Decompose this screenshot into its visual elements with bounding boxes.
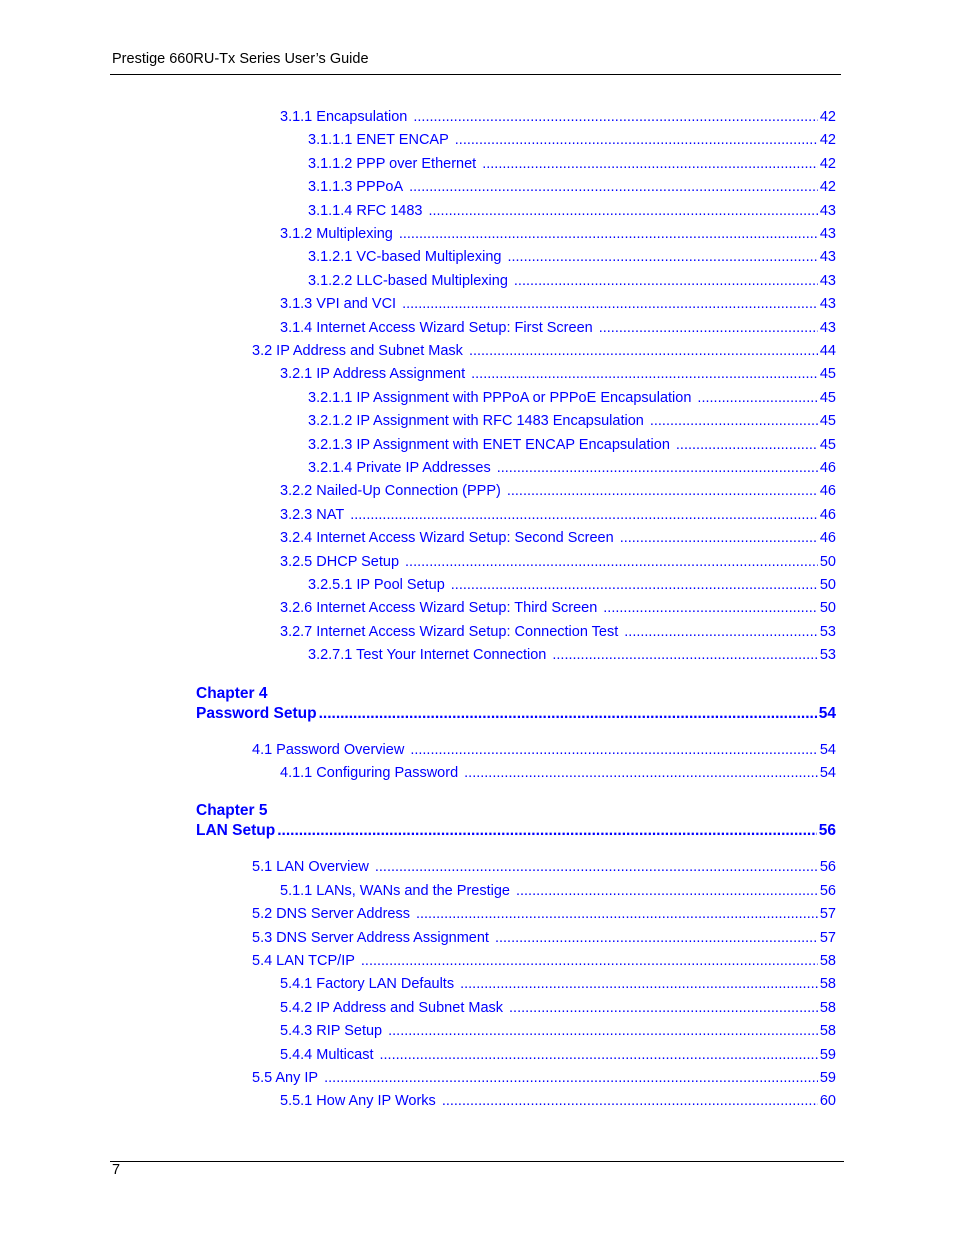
toc-dot-leader [650, 410, 818, 432]
toc-entry-title: 5.4.2 IP Address and Subnet Mask [280, 999, 504, 1016]
toc-page-number: 45 [819, 389, 836, 406]
toc-entry-title: 3.2.1.1 IP Assignment with PPPoA or PPPoE Encapsulation [308, 389, 692, 406]
toc-page-number: 57 [819, 929, 836, 946]
toc-entry[interactable] [308, 387, 836, 409]
toc-dot-leader [603, 597, 818, 619]
toc-entry[interactable] [308, 200, 836, 222]
toc-entry[interactable] [280, 621, 836, 643]
toc-page-number: 57 [819, 906, 836, 923]
toc-chapter-entry[interactable] [196, 820, 836, 842]
toc-entry[interactable] [280, 1044, 836, 1066]
toc-dot-leader [507, 246, 817, 268]
toc-page-number: 54 [819, 741, 836, 758]
toc-dot-leader [405, 551, 818, 573]
chapter-label[interactable]: Chapter 4 [196, 684, 268, 702]
toc-dot-leader [402, 293, 818, 315]
toc-page-number: 42 [819, 155, 836, 172]
toc-entry-title: 5.1.1 LANs, WANs and the Prestige [280, 882, 510, 899]
toc-entry[interactable] [308, 434, 836, 456]
toc-entry[interactable] [308, 153, 836, 175]
toc-entry[interactable] [308, 644, 836, 666]
toc-entry[interactable] [280, 1090, 836, 1112]
toc-entry[interactable] [308, 246, 836, 268]
toc-page-number: 50 [819, 577, 836, 593]
toc-dot-leader [410, 739, 818, 761]
toc-page-number: 58 [819, 976, 836, 993]
toc-entry-title: 3.1.1.1 ENET ENCAP [308, 132, 449, 149]
toc-entry-title: 3.2.1 IP Address Assignment [280, 366, 466, 383]
toc-page-number: 42 [819, 132, 836, 149]
toc-dot-leader [552, 644, 818, 666]
toc-entry[interactable] [252, 950, 836, 972]
toc-entry-title: 3.2.4 Internet Access Wizard Setup: Second Screen [280, 530, 614, 547]
toc-page-number: 43 [819, 226, 836, 242]
toc-page-number: 56 [819, 882, 836, 899]
toc-entry[interactable] [280, 973, 836, 995]
toc-page-number: 50 [819, 553, 836, 570]
toc-entry-title: 3.1.1.4 RFC 1483 [308, 202, 423, 219]
toc-page-number: 45 [819, 413, 836, 430]
toc-dot-leader [361, 950, 818, 972]
toc-dot-leader [277, 820, 817, 842]
toc-entry[interactable] [252, 856, 836, 878]
toc-dot-leader [620, 527, 818, 549]
toc-page-number: 43 [819, 296, 836, 313]
toc-entry[interactable] [308, 176, 836, 198]
toc-entry[interactable] [308, 270, 836, 292]
toc-entry-title: 5.4.4 Multicast [280, 1046, 374, 1063]
toc-entry[interactable] [280, 551, 836, 573]
toc-dot-leader [455, 129, 818, 151]
toc-entry-title: 3.2.5.1 IP Pool Setup [308, 577, 445, 593]
toc-page-number: 54 [819, 765, 836, 781]
toc-entry-title: 5.4.1 Factory LAN Defaults [280, 976, 455, 993]
toc-entry[interactable] [280, 880, 836, 902]
toc-entry[interactable] [252, 340, 836, 362]
toc-entry-title: Password Setup [196, 704, 317, 722]
toc-page-number: 50 [819, 600, 836, 617]
toc-page-number: 56 [818, 822, 836, 840]
toc-dot-leader [676, 434, 818, 456]
toc-entry[interactable] [280, 504, 836, 526]
toc-dot-leader [350, 504, 818, 526]
toc-dot-leader [324, 1067, 818, 1089]
toc-dot-leader [514, 270, 818, 292]
toc-entry[interactable] [252, 739, 836, 761]
toc-entry-title: 4.1.1 Configuring Password [280, 765, 459, 781]
toc-entry-title: 4.1 Password Overview [252, 741, 405, 758]
toc-entry[interactable] [280, 363, 836, 385]
toc-dot-leader [409, 176, 818, 198]
toc-entry[interactable] [280, 480, 836, 502]
toc-page-number: 59 [819, 1070, 836, 1086]
toc-entry-title: 3.2.7.1 Test Your Internet Connection [308, 647, 547, 664]
toc-entry-title: 3.1.1.2 PPP over Ethernet [308, 155, 477, 172]
toc-dot-leader [482, 153, 818, 175]
toc-dot-leader [413, 106, 817, 128]
toc-page-number: 53 [819, 647, 836, 664]
toc-page-number: 46 [819, 506, 836, 523]
toc-dot-leader [624, 621, 818, 643]
toc-entry[interactable] [308, 574, 836, 596]
toc-page-number: 46 [819, 460, 836, 476]
toc-page-number: 42 [819, 179, 836, 196]
toc-entry[interactable] [280, 762, 836, 784]
toc-dot-leader [428, 200, 817, 222]
toc-entry[interactable] [308, 410, 836, 432]
toc-page-number: 58 [819, 999, 836, 1016]
toc-page-number: 43 [819, 319, 836, 336]
toc-dot-leader [599, 317, 818, 339]
toc-page-number: 56 [819, 859, 836, 876]
toc-dot-leader [380, 1044, 818, 1066]
toc-dot-leader [464, 762, 818, 784]
toc-entry[interactable] [280, 997, 836, 1019]
toc-entry[interactable] [280, 223, 836, 245]
toc-dot-leader [442, 1090, 818, 1112]
toc-entry-title: 3.2.3 NAT [280, 506, 345, 523]
toc-page-number: 60 [819, 1093, 836, 1110]
toc-entry[interactable] [252, 903, 836, 925]
toc-dot-leader [375, 856, 818, 878]
toc-page-number: 58 [819, 953, 836, 969]
toc-dot-leader [509, 997, 818, 1019]
toc-page-number: 46 [819, 483, 836, 500]
toc-entry-title: 3.1.2.1 VC-based Multiplexing [308, 249, 502, 266]
toc-dot-leader [697, 387, 817, 409]
toc-page-number: 45 [819, 366, 836, 383]
toc-entry[interactable] [280, 527, 836, 549]
toc-entry-title: 5.4 LAN TCP/IP [252, 953, 355, 969]
toc-page-number: 46 [819, 530, 836, 547]
toc-entry-title: 3.2.7 Internet Access Wizard Setup: Connection Test [280, 623, 619, 640]
toc-page-number: 42 [819, 109, 836, 125]
toc-page-number: 53 [819, 623, 836, 640]
toc-entry-title: 3.1.3 VPI and VCI [280, 296, 397, 313]
toc-entry-title: 3.1.1 Encapsulation [280, 109, 408, 125]
toc-entry[interactable] [280, 1020, 836, 1042]
toc-entry[interactable] [252, 927, 836, 949]
footer-rule [110, 1161, 844, 1162]
chapter-label[interactable]: Chapter 5 [196, 802, 268, 820]
toc-entry-title: 3.2.6 Internet Access Wizard Setup: Third Screen [280, 600, 598, 617]
toc-dot-leader [319, 703, 817, 725]
toc-page-number: 58 [819, 1023, 836, 1040]
toc-page-number: 45 [819, 436, 836, 453]
toc-dot-leader [516, 880, 818, 902]
toc-dot-leader [451, 574, 818, 596]
toc-entry-title: 3.2 IP Address and Subnet Mask [252, 343, 463, 359]
toc-entry-title: 3.2.2 Nailed-Up Connection (PPP) [280, 483, 501, 500]
toc-entry-title: 3.1.4 Internet Access Wizard Setup: First Screen [280, 319, 593, 336]
toc-entry[interactable] [308, 129, 836, 151]
toc-entry[interactable] [280, 597, 836, 619]
toc-dot-leader [460, 973, 818, 995]
toc-dot-leader [469, 340, 818, 362]
toc-entry-title: 5.5 Any IP [252, 1070, 319, 1086]
toc-entry-title: 3.2.5 DHCP Setup [280, 553, 400, 570]
toc-dot-leader [471, 363, 818, 385]
toc-entry-title: LAN Setup [196, 822, 276, 840]
toc-entry[interactable] [280, 106, 836, 128]
toc-dot-leader [507, 480, 818, 502]
toc-chapter-entry[interactable] [196, 703, 836, 725]
toc-dot-leader [416, 903, 818, 925]
toc-entry-title: 3.2.1.3 IP Assignment with ENET ENCAP Encapsulation [308, 436, 670, 453]
toc-page-number: 54 [818, 704, 836, 722]
toc-entry[interactable] [308, 457, 836, 479]
toc-entry-title: 5.1 LAN Overview [252, 859, 369, 876]
toc-dot-leader [497, 457, 818, 479]
toc-entry-title: 5.5.1 How Any IP Works [280, 1093, 436, 1110]
page-number: 7 [112, 1162, 121, 1178]
toc-page-number: 43 [819, 272, 836, 289]
toc-entry[interactable] [252, 1067, 836, 1089]
toc-entry[interactable] [280, 317, 836, 339]
toc-entry-title: 3.2.1.4 Private IP Addresses [308, 460, 491, 476]
toc-dot-leader [495, 927, 818, 949]
toc-page-number: 44 [819, 343, 836, 359]
toc-dot-leader [399, 223, 818, 245]
toc-entry-title: 5.2 DNS Server Address [252, 906, 410, 923]
toc-entry-title: 3.1.2 Multiplexing [280, 226, 393, 242]
toc-entry-title: 3.2.1.2 IP Assignment with RFC 1483 Encapsulation [308, 413, 644, 430]
toc-dot-leader [388, 1020, 818, 1042]
toc-entry[interactable] [280, 293, 836, 315]
toc-entry-title: 3.1.1.3 PPPoA [308, 179, 404, 196]
toc-page-number: 43 [819, 202, 836, 219]
toc-entry-title: 3.1.2.2 LLC-based Multiplexing [308, 272, 508, 289]
toc-entry-title: 5.4.3 RIP Setup [280, 1023, 383, 1040]
document-title: Prestige 660RU-Tx Series User’s Guide [112, 51, 369, 67]
toc-page-number: 59 [819, 1046, 836, 1063]
toc-entry-title: 5.3 DNS Server Address Assignment [252, 929, 489, 946]
toc-page-number: 43 [819, 249, 836, 266]
